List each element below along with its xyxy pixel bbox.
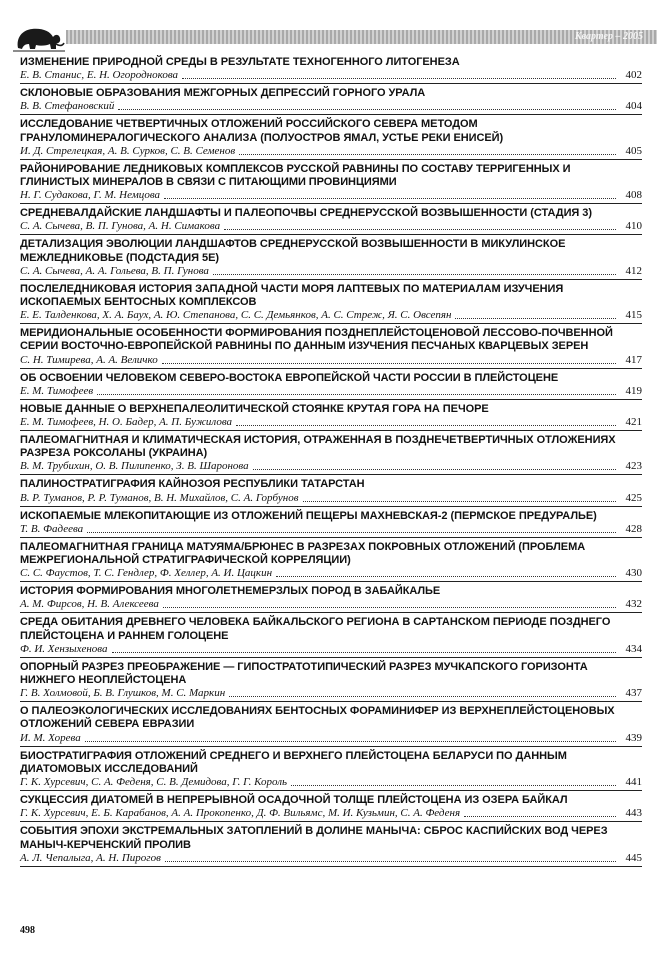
- entry-authors: В. Р. Туманов, Р. Р. Туманов, В. Н. Михайлов, С. А. Горбунов: [20, 491, 299, 504]
- entry-author-line: [20, 776, 642, 791]
- running-head: Квартер – 2005: [574, 31, 643, 42]
- dot-leader: [164, 198, 616, 199]
- entry-page: 432: [625, 598, 642, 611]
- dot-leader: [112, 652, 616, 653]
- entry-title: СКЛОНОВЫЕ ОБРАЗОВАНИЯ МЕЖГОРНЫХ ДЕПРЕССИЙ ГОРНОГО УРАЛА: [20, 87, 426, 100]
- entry-page: 402: [625, 69, 642, 82]
- entry-title: ОБ ОСВОЕНИИ ЧЕЛОВЕКОМ СЕВЕРО-ВОСТОКА ЕВРОПЕЙСКОЙ ЧАСТИ РОССИИ В ПЛЕЙСТОЦЕНЕ: [20, 371, 559, 384]
- dot-leader: [455, 318, 616, 319]
- dot-leader: [163, 607, 616, 608]
- entry-authors: Т. В. Фадеева: [20, 522, 84, 535]
- entry-authors: Г. К. Хурсевич, Е. Б. Карабанов, А. А. Прокопенко, Д. Ф. Вильямс, М. И. Кузьмин, С. А. Феденя: [20, 807, 461, 820]
- toc-entry: [20, 541, 642, 582]
- toc-entry: [20, 510, 642, 538]
- entry-title: ИСКОПАЕМЫЕ МЛЕКОПИТАЮЩИЕ ИЗ ОТЛОЖЕНИЙ ПЕЩЕРЫ МАХНЕВСКАЯ-2 (ПЕРМСКОЕ ПРЕДУРАЛЬЕ): [20, 509, 597, 522]
- entry-authors: Е. В. Станис, Е. Н. Огороднокова: [20, 69, 179, 82]
- entry-authors: С. А. Сычева, А. А. Гольева, В. П. Гунова: [20, 264, 209, 277]
- toc-entry: [20, 434, 642, 475]
- entry-page: 439: [625, 731, 642, 744]
- entry-author-line: [20, 416, 642, 431]
- dot-leader: [97, 394, 616, 395]
- dot-leader: [213, 274, 616, 275]
- dot-leader: [253, 469, 616, 470]
- entry-title: ИССЛЕДОВАНИЕ ЧЕТВЕРТИЧНЫХ ОТЛОЖЕНИЙ РОССИЙСКОГО СЕВЕРА МЕТОДОМ ГРАНУЛОМИНЕРАЛОГИЧЕСКОГО АНАЛИЗА (ПОЛУОСТРОВ ЯМАЛ, УСТЬЕ РЕКИ ЕНИСЕЙ): [20, 118, 504, 144]
- entry-author-line: [20, 100, 642, 115]
- entry-page: 404: [625, 100, 642, 113]
- entry-author-line: [20, 807, 642, 822]
- entry-authors: В. М. Трубихин, О. В. Пилипенко, З. В. Шаронова: [20, 460, 249, 473]
- entry-title: НОВЫЕ ДАННЫЕ О ВЕРХНЕПАЛЕОЛИТИЧЕСКОЙ СТОЯНКЕ КРУТАЯ ГОРА НА ПЕЧОРЕ: [20, 402, 489, 415]
- mammoth-icon: [12, 22, 66, 54]
- entry-title: МЕРИДИОНАЛЬНЫЕ ОСОБЕННОСТИ ФОРМИРОВАНИЯ ПОЗДНЕПЛЕЙСТОЦЕНОВОЙ ЛЕССОВО-ПОЧВЕННОЙ СЕРИИ ВОСТОЧНО-ЕВРОПЕЙСКОЙ РАВНИНЫ ПО ДАННЫМ ИЗУЧЕНИЯ ПЕСЧАНЫХ КВАРЦЕВЫХ ЗЕРЕН: [20, 327, 613, 353]
- toc-entry: [20, 750, 642, 791]
- toc-entry: [20, 794, 642, 822]
- entry-title: ПАЛЕОМАГНИТНАЯ И КЛИМАТИЧЕСКАЯ ИСТОРИЯ, ОТРАЖЕННАЯ В ПОЗДНЕЧЕТВЕРТИЧНЫХ ОТЛОЖЕНИЯХ РАЗРЕЗА РОКСОЛАНЫ (УКРАИНА): [20, 434, 616, 460]
- entry-page: 421: [625, 416, 642, 429]
- entry-authors: Ф. И. Хензыхенова: [20, 642, 108, 655]
- entry-author-line: [20, 460, 642, 475]
- toc-entry: [20, 661, 642, 702]
- entry-page: 412: [625, 264, 642, 277]
- toc-entry: [20, 478, 642, 506]
- dot-leader: [182, 78, 616, 79]
- entry-author-line: [20, 523, 642, 538]
- dot-leader: [239, 154, 616, 155]
- entry-page: 434: [625, 642, 642, 655]
- toc-entry: [20, 585, 642, 613]
- entry-authors: Е. М. Тимофеев: [20, 384, 94, 397]
- entry-page: 425: [625, 491, 642, 504]
- entry-author-line: [20, 567, 642, 582]
- entry-title: СРЕДА ОБИТАНИЯ ДРЕВНЕГО ЧЕЛОВЕКА БАЙКАЛЬСКОГО РЕГИОНА В САРТАНСКОМ ПЕРИОДЕ ПОЗДНЕГО ПЛЕЙСТОЦЕНА И РАННЕМ ГОЛОЦЕНЕ: [20, 616, 611, 642]
- entry-author-line: [20, 598, 642, 613]
- entry-authors: Г. К. Хурсевич, С. А. Феденя, С. В. Демидова, Г. Г. Король: [20, 776, 287, 789]
- dot-leader: [118, 109, 616, 110]
- toc-entry: [20, 283, 642, 324]
- entry-author-line: [20, 852, 642, 867]
- entry-title: ДЕТАЛИЗАЦИЯ ЭВОЛЮЦИИ ЛАНДШАФТОВ СРЕДНЕРУССКОЙ ВОЗВЫШЕННОСТИ В МИКУЛИНСКОЕ МЕЖЛЕДНИКОВЬЕ (ПОДСТАДИЯ 5Е): [20, 238, 566, 264]
- entry-authors: Е. Е. Талденкова, Х. А. Баух, А. Ю. Степанова, С. С. Демьянков, А. С. Стреж, Я. С. Овсепян: [20, 309, 452, 322]
- entry-author-line: [20, 385, 642, 400]
- entry-title: ИЗМЕНЕНИЕ ПРИРОДНОЙ СРЕДЫ В РЕЗУЛЬТАТЕ ТЕХНОГЕННОГО ЛИТОГЕНЕЗА: [20, 56, 460, 68]
- entry-title: БИОСТРАТИГРАФИЯ ОТЛОЖЕНИЙ СРЕДНЕГО И ВЕРХНЕГО ПЛЕЙСТОЦЕНА БЕЛАРУСИ ПО ДАННЫМ ДИАТОМОВЫХ ИССЛЕДОВАНИЙ: [20, 749, 567, 775]
- entry-title: СУКЦЕССИЯ ДИАТОМЕЙ В НЕПРЕРЫВНОЙ ОСАДОЧНОЙ ТОЛЩЕ ПЛЕЙСТОЦЕНА ИЗ ОЗЕРА БАЙКАЛ: [20, 794, 568, 807]
- entry-page: 405: [625, 144, 642, 157]
- entry-page: 408: [625, 189, 642, 202]
- entry-page: 443: [625, 807, 642, 820]
- entry-title: СОБЫТИЯ ЭПОХИ ЭКСТРЕМАЛЬНЫХ ЗАТОПЛЕНИЙ В ДОЛИНЕ МАНЫЧА: СБРОС КАСПИЙСКИХ ВОД ЧЕРЕЗ МАНЫЧ-КЕРЧЕНСКИЙ ПРОЛИВ: [20, 825, 608, 851]
- table-of-contents: [20, 56, 642, 870]
- dot-leader: [303, 501, 616, 502]
- dot-leader: [224, 229, 616, 230]
- entry-title: ИСТОРИЯ ФОРМИРОВАНИЯ МНОГОЛЕТНЕМЕРЗЛЫХ ПОРОД В ЗАБАЙКАЛЬЕ: [20, 585, 441, 598]
- entry-authors: И. М. Хорева: [20, 731, 81, 744]
- entry-author-line: [20, 492, 642, 507]
- entry-authors: Е. М. Тимофеев, Н. О. Бадер, А. П. Бужилова: [20, 416, 233, 429]
- entry-title: ПОСЛЕЛЕДНИКОВАЯ ИСТОРИЯ ЗАПАДНОЙ ЧАСТИ МОРЯ ЛАПТЕВЫХ ПО МАТЕРИАЛАМ ИЗУЧЕНИЯ ИСКОПАЕМЫХ БЕНТОСНЫХ КОМПЛЕКСОВ: [20, 282, 564, 309]
- entry-authors: С. С. Фаустов, Т. С. Гендлер, Ф. Хеллер, А. И. Цацкин: [20, 567, 273, 580]
- dot-leader: [165, 861, 616, 862]
- dot-leader: [291, 785, 616, 786]
- dot-leader: [162, 363, 616, 364]
- header-bar: [66, 30, 657, 44]
- entry-page: 441: [625, 776, 642, 789]
- toc-entry: [20, 616, 642, 657]
- entry-title: СРЕДНЕВАЛДАЙСКИЕ ЛАНДШАФТЫ И ПАЛЕОПОЧВЫ СРЕДНЕРУССКОЙ ВОЗВЫШЕННОСТИ (СТАДИЯ 3): [20, 207, 592, 220]
- entry-authors: А. Л. Чепалыга, А. Н. Пирогов: [20, 851, 161, 864]
- entry-title: ОПОРНЫЙ РАЗРЕЗ ПРЕОБРАЖЕНИЕ — ГИПОСТРАТОТИПИЧЕСКИЙ РАЗРЕЗ МУЧКАПСКОГО ГОРИЗОНТА НИЖНЕГО НЕОПЛЕЙСТОЦЕНА: [20, 660, 588, 687]
- entry-author-line: [20, 643, 642, 658]
- entry-author-line: [20, 189, 642, 204]
- entry-page: 417: [625, 353, 642, 366]
- entry-page: 428: [625, 522, 642, 535]
- entry-author-line: [20, 687, 642, 702]
- entry-author-line: [20, 265, 642, 280]
- entry-page: 415: [625, 309, 642, 322]
- toc-entry: [20, 403, 642, 431]
- entry-page: 430: [625, 567, 642, 580]
- entry-authors: Г. В. Холмовой, Б. В. Глушков, М. С. Маркин: [20, 687, 226, 700]
- dot-leader: [236, 425, 616, 426]
- entry-page: 437: [625, 687, 642, 700]
- toc-entry: [20, 238, 642, 279]
- entry-authors: А. М. Фирсов, Н. В. Алексеева: [20, 598, 159, 611]
- entry-page: 419: [625, 384, 642, 397]
- toc-entry: [20, 372, 642, 400]
- toc-entry: [20, 327, 642, 368]
- entry-title: О ПАЛЕОЭКОЛОГИЧЕСКИХ ИССЛЕДОВАНИЯХ БЕНТОСНЫХ ФОРАМИНИФЕР ИЗ ВЕРХНЕПЛЕЙСТОЦЕНОВЫХ ОТЛОЖЕНИЙ СЕВЕРА ЕВРАЗИИ: [20, 705, 615, 731]
- entry-author-line: [20, 732, 642, 747]
- dot-leader: [87, 532, 616, 533]
- entry-author-line: [20, 145, 642, 160]
- entry-title: ПАЛИНОСТРАТИГРАФИЯ КАЙНОЗОЯ РЕСПУБЛИКИ ТАТАРСТАН: [20, 478, 365, 491]
- toc-entry: [20, 705, 642, 746]
- entry-authors: С. А. Сычева, В. П. Гунова, А. Н. Симакова: [20, 220, 221, 233]
- toc-entry: [20, 118, 642, 159]
- entry-title: РАЙОНИРОВАНИЕ ЛЕДНИКОВЫХ КОМПЛЕКСОВ РУССКОЙ РАВНИНЫ ПО СОСТАВУ ТЕРРИГЕННЫХ И ГЛИНИСТЫХ МИНЕРАЛОВ В СВЯЗИ С ПИТАЮЩИМИ ПРОВИНЦИЯМИ: [20, 162, 571, 189]
- page-header: [10, 22, 665, 54]
- toc-entry: [20, 163, 642, 204]
- toc-entry: [20, 87, 642, 115]
- entry-authors: Н. Г. Судакова, Г. М. Немцова: [20, 189, 161, 202]
- entry-author-line: [20, 309, 642, 324]
- entry-author-line: [20, 220, 642, 235]
- toc-entry: [20, 825, 642, 866]
- entry-author-line: [20, 354, 642, 369]
- dot-leader: [464, 816, 616, 817]
- toc-entry: [20, 207, 642, 235]
- entry-authors: И. Д. Стрелецкая, А. В. Сурков, С. В. Семенов: [20, 144, 236, 157]
- entry-page: 445: [625, 851, 642, 864]
- dot-leader: [276, 576, 616, 577]
- entry-authors: С. Н. Тимирева, А. А. Величко: [20, 353, 158, 366]
- entry-author-line: [20, 69, 642, 84]
- entry-title: ПАЛЕОМАГНИТНАЯ ГРАНИЦА МАТУЯМА/БРЮНЕС В РАЗРЕЗАХ ПОКРОВНЫХ ОТЛОЖЕНИЙ (ПРОБЛЕМА МЕЖРЕГИОНАЛЬНОЙ СТРАТИГРАФИЧЕСКОЙ КОРРЕЛЯЦИИ): [20, 540, 586, 567]
- dot-leader: [229, 696, 616, 697]
- entry-authors: В. В. Стефановский: [20, 100, 115, 113]
- entry-page: 423: [625, 460, 642, 473]
- entry-page: 410: [625, 220, 642, 233]
- page-number: 498: [20, 925, 35, 936]
- toc-entry: [20, 56, 642, 84]
- dot-leader: [85, 741, 616, 742]
